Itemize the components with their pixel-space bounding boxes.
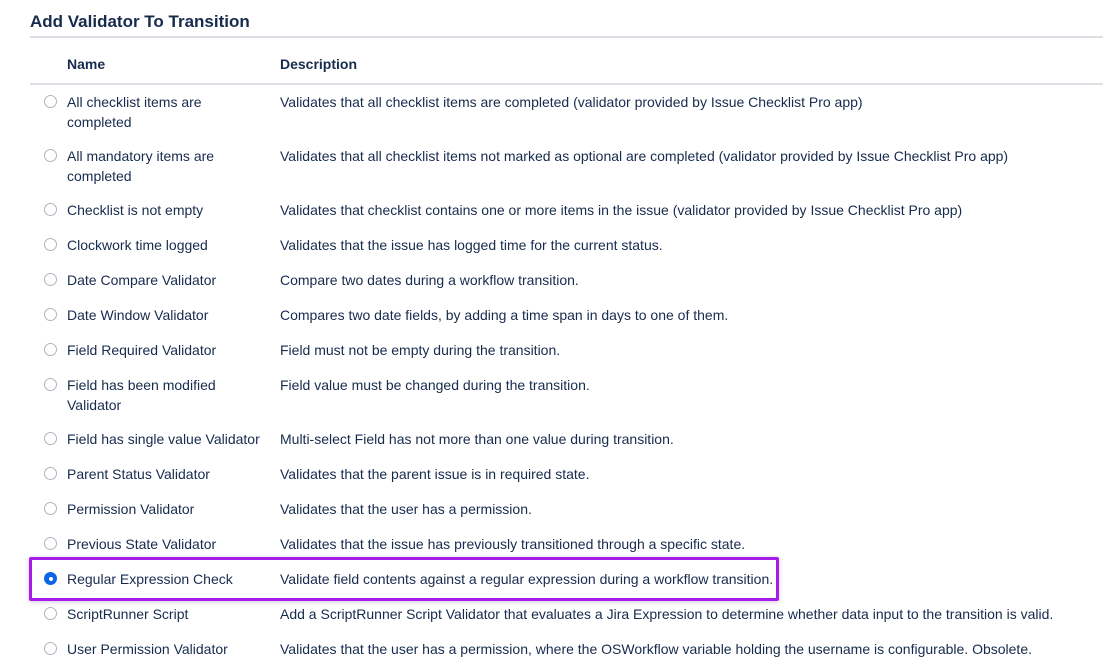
validator-description: Validates that the user has a permission, where the OSWorkflow variable holding the username is configurable. Obsolete. [280, 641, 1032, 657]
radio-cell [30, 639, 67, 660]
radio-cell [30, 604, 67, 625]
validator-description: Compare two dates during a workflow transition. [280, 272, 579, 288]
validator-name: Permission Validator [67, 501, 195, 517]
validator-description: Validates that all checklist items are completed (validator provided by Issue Checklist Pro app) [280, 94, 863, 110]
validator-radio[interactable] [44, 343, 57, 356]
validator-radio[interactable] [44, 467, 57, 480]
validator-row-1[interactable] [30, 139, 1103, 193]
validator-description: Validates that the user has a permission. [280, 501, 532, 517]
validator-description: Validates that checklist contains one or more items in the issue (validator provided by Issue Checklist Pro app) [280, 202, 963, 218]
validator-row-12[interactable] [30, 562, 1103, 597]
radio-cell [30, 464, 67, 485]
radio-cell [30, 499, 67, 520]
validator-row-0[interactable] [30, 85, 1103, 139]
validator-radio[interactable] [44, 203, 57, 216]
validator-name: Field has single value Validator [67, 431, 260, 447]
validator-row-10[interactable] [30, 492, 1103, 527]
validator-radio[interactable] [44, 572, 57, 585]
validator-name: All mandatory items are completed [67, 148, 215, 184]
validator-description: Validates that all checklist items not marked as optional are completed (validator provided by Issue Checklist Pro app) [280, 148, 1009, 164]
radio-cell [30, 340, 67, 361]
validator-description: Multi-select Field has not more than one value during transition. [280, 431, 674, 447]
validator-row-6[interactable] [30, 333, 1103, 368]
validator-description: Field value must be changed during the transition. [280, 377, 590, 393]
validator-radio[interactable] [44, 642, 57, 655]
validator-description: Field must not be empty during the transition. [280, 342, 561, 358]
validator-name: Field has been modified Validator [67, 377, 216, 413]
radio-cell [30, 305, 67, 326]
radio-cell [30, 235, 67, 256]
validator-description: Validates that the issue has previously transitioned through a specific state. [280, 536, 746, 552]
validator-row-2[interactable] [30, 193, 1103, 228]
validator-description: Add a ScriptRunner Script Validator that evaluates a Jira Expression to determine whether data input to the transition is valid. [280, 606, 1054, 622]
radio-dot-icon [49, 577, 53, 581]
validator-radio[interactable] [44, 378, 57, 391]
validator-name: Regular Expression Check [67, 571, 233, 587]
validator-description: Validates that the parent issue is in required state. [280, 466, 590, 482]
column-header-name: Name [67, 56, 106, 72]
column-header-description: Description [280, 56, 358, 72]
radio-cell [30, 569, 67, 590]
validator-radio[interactable] [44, 537, 57, 550]
validator-description: Compares two date fields, by adding a time span in days to one of them. [280, 307, 729, 323]
validator-table-body [30, 85, 1103, 667]
radio-cell [30, 270, 67, 291]
validator-name: Clockwork time logged [67, 237, 208, 253]
validator-name: Previous State Validator [67, 536, 217, 552]
validator-name: Checklist is not empty [67, 202, 204, 218]
validator-row-3[interactable] [30, 228, 1103, 263]
validator-name: User Permission Validator [67, 641, 228, 657]
validator-radio[interactable] [44, 308, 57, 321]
validator-name: Date Window Validator [67, 307, 209, 323]
validator-description: Validate field contents against a regular expression during a workflow transition. [280, 571, 774, 587]
validator-row-7[interactable] [30, 368, 1103, 422]
validator-radio[interactable] [44, 607, 57, 620]
validator-name: Date Compare Validator [67, 272, 217, 288]
radio-cell [30, 375, 67, 396]
validator-row-8[interactable] [30, 422, 1103, 457]
table-header-row [30, 54, 1103, 85]
radio-cell [30, 92, 67, 113]
validator-description: Validates that the issue has logged time for the current status. [280, 237, 663, 253]
page-title: Add Validator To Transition [30, 12, 1103, 38]
validator-name: Parent Status Validator [67, 466, 210, 482]
validator-row-13[interactable] [30, 597, 1103, 632]
radio-cell [30, 200, 67, 221]
validator-row-4[interactable] [30, 263, 1103, 298]
validator-radio[interactable] [44, 95, 57, 108]
validator-row-5[interactable] [30, 298, 1103, 333]
validator-radio[interactable] [44, 432, 57, 445]
validator-row-11[interactable] [30, 527, 1103, 562]
validator-row-14[interactable] [30, 632, 1103, 667]
radio-cell [30, 534, 67, 555]
radio-cell [30, 429, 67, 450]
validator-name: ScriptRunner Script [67, 606, 189, 622]
validator-table [30, 54, 1103, 667]
validator-radio[interactable] [44, 149, 57, 162]
validator-row-9[interactable] [30, 457, 1103, 492]
validator-radio[interactable] [44, 238, 57, 251]
radio-cell [30, 146, 67, 167]
validator-name: Field Required Validator [67, 342, 217, 358]
validator-radio[interactable] [44, 273, 57, 286]
validator-radio[interactable] [44, 502, 57, 515]
validator-name: All checklist items are completed [67, 94, 202, 130]
